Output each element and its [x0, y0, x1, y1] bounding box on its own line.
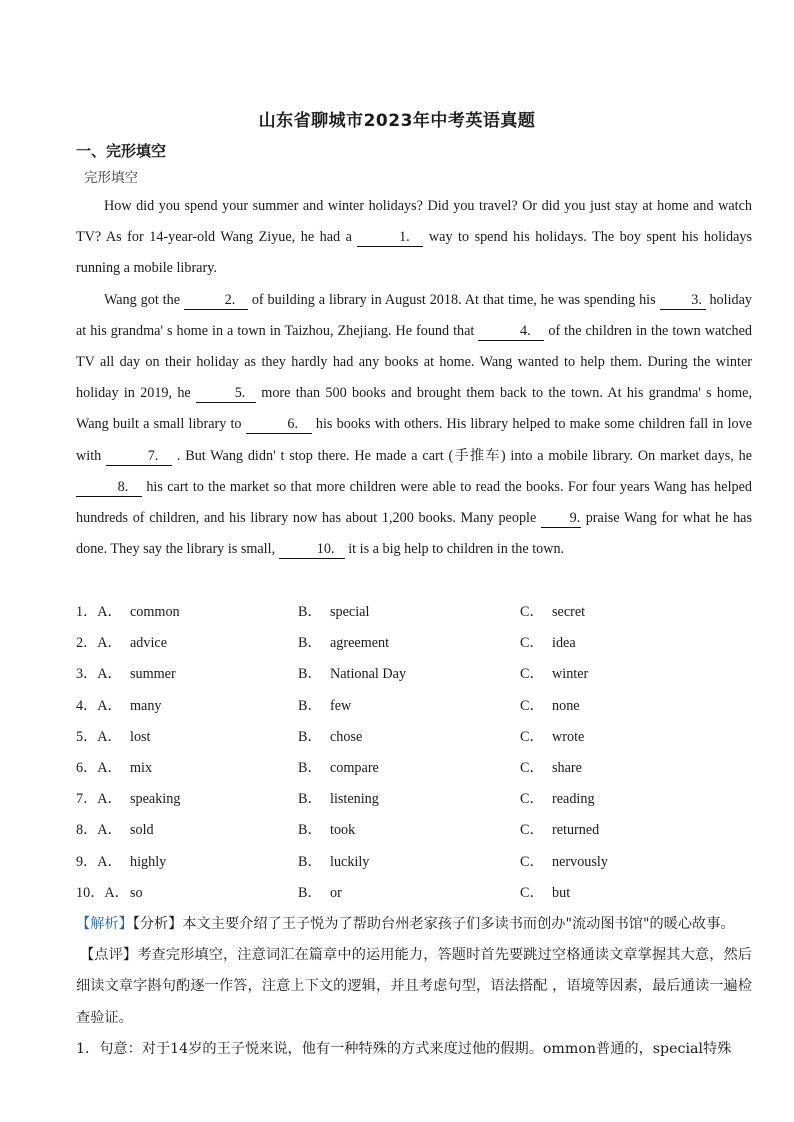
option-row: [76, 628, 752, 659]
blank-3: 3.: [660, 291, 706, 310]
blank-9: 9.: [541, 509, 581, 528]
option-row: [76, 597, 752, 628]
blank-5: 5.: [196, 384, 256, 403]
passage-text: more than 500 books and brought them back to the town. At his grandma' s home, Wang built a small library to: [76, 385, 752, 433]
passage-paragraph-2: [76, 285, 752, 566]
option-c: wrote: [552, 728, 585, 745]
blank-1: 1.: [357, 228, 423, 247]
option-b: compare: [330, 759, 379, 776]
option-b: National Day: [330, 666, 407, 683]
passage-text: his cart to the market so that more children were able to read the books. For four years Wang has helped hundreds of children, and his library now has about 1,200 books. Many people: [76, 478, 752, 527]
option-c-label: C．: [520, 791, 544, 808]
passage-text: it is a big help to children in the town.: [344, 541, 565, 558]
option-a: common: [130, 604, 180, 620]
option-a: highly: [130, 853, 167, 870]
option-c-label: C．: [520, 728, 544, 745]
option-b: took: [330, 822, 356, 839]
option-b: agreement: [330, 635, 390, 652]
comment-paragraph: 【点评】考查完形填空，注意词汇在篇章中的运用能力，答题时首先要跳过空格通读文章掌握其大意，然后细读文章字斟句酌逐一作答，注意上下文的逻辑，并且考虑句型，语法搭配 ，语境等因素，最后通读一遍检查验证。: [76, 947, 752, 1026]
blank-6: 6.: [246, 415, 312, 434]
passage-text: . But Wang didn' t stop there. He made a cart (手推车) into a mobile library. On market days, he: [172, 447, 752, 464]
option-a: mix: [130, 759, 153, 776]
option-a: so: [130, 884, 143, 901]
option-c-label: C．: [520, 759, 544, 776]
option-b-label: B．: [298, 791, 322, 808]
option-c: but: [552, 884, 571, 901]
option-number: 6．A．: [76, 759, 122, 776]
subsection-heading: 完形填空: [84, 170, 138, 186]
option-number: 9．A．: [76, 853, 122, 870]
option-a: sold: [130, 822, 154, 839]
option-number: 8．A．: [76, 822, 122, 839]
option-row: [76, 815, 752, 846]
option-row: [76, 753, 752, 784]
option-a: summer: [130, 666, 176, 683]
option-number: 2．A．: [76, 635, 122, 652]
option-b-label: B．: [298, 697, 322, 714]
blank-8: 8.: [76, 478, 142, 497]
passage-text: How did you spend your summer and winter holidays? Did you travel? Or did you just stay at home and watch TV? As for 14-year-old Wang Ziyue, he had a: [76, 198, 752, 246]
cloze-passage: [76, 191, 752, 565]
option-c: reading: [552, 791, 595, 808]
analysis-section: [76, 909, 752, 1065]
option-number: 4．A．: [76, 697, 122, 714]
blank-10: 10.: [279, 540, 345, 559]
blank-2: 2.: [184, 291, 248, 310]
passage-text: praise Wang for what he has done. They say the library is small,: [76, 510, 752, 558]
option-c-label: C．: [520, 697, 544, 714]
option-c: nervously: [552, 853, 608, 870]
option-c: returned: [552, 822, 600, 839]
option-b-label: B．: [298, 853, 322, 870]
passage-text: Wang got the: [104, 291, 184, 308]
option-c-label: C．: [520, 666, 544, 683]
option-number: 5．A．: [76, 728, 122, 745]
option-b-label: B．: [298, 666, 322, 683]
option-b-label: B．: [298, 604, 322, 620]
option-b-label: B．: [298, 728, 322, 745]
option-b-label: B．: [298, 635, 322, 652]
option-row: [76, 847, 752, 878]
option-b: special: [330, 604, 370, 620]
option-c: share: [552, 759, 582, 776]
option-number: 3．A．: [76, 666, 122, 683]
option-c: idea: [552, 635, 576, 652]
blank-4: 4.: [478, 322, 544, 341]
option-c-label: C．: [520, 822, 544, 839]
option-c-label: C．: [520, 604, 544, 620]
passage-text: his books with others. His library helped to make some children fall in love with: [76, 416, 753, 464]
option-row: [76, 784, 752, 815]
answer-explanation-1: 1．句意：对于14岁的王子悦来说，他有一种特殊的方式来度过他的假期。ommon普通的，special特殊: [76, 1040, 732, 1057]
option-b: few: [330, 697, 352, 714]
option-row: [76, 691, 752, 722]
option-b-label: B．: [298, 759, 322, 776]
option-number: 1．A．: [76, 604, 122, 620]
option-number: 10．A．: [76, 884, 129, 901]
options-list: [76, 597, 752, 909]
option-a: many: [130, 697, 162, 714]
analysis-tag: 【解析】: [76, 916, 133, 932]
option-row: [76, 878, 752, 909]
analysis-text: 【分析】本文主要介绍了王子悦为了帮助台州老家孩子们多读书而创办"流动图书馆"的暖心故事。: [132, 916, 735, 932]
section-heading: 一、完形填空: [76, 142, 167, 160]
passage-text: of the children in the town watched TV all day on their holiday as they hardly had any books at home. Wang wanted to help them. During the winter holiday in 2019, he: [76, 322, 752, 402]
option-c: secret: [552, 604, 586, 620]
option-c: winter: [552, 666, 589, 683]
option-b: luckily: [330, 853, 370, 870]
option-c-label: C．: [520, 853, 544, 870]
option-row: [76, 659, 752, 690]
option-row: [76, 722, 752, 753]
option-a: lost: [130, 728, 151, 745]
blank-7: 7.: [106, 447, 172, 466]
option-b: or: [330, 884, 342, 901]
option-c: none: [552, 697, 580, 714]
passage-text: way to spend his holidays. The boy spent his holidays running a mobile library.: [76, 229, 752, 277]
option-c-label: C．: [520, 635, 544, 652]
page-title: 山东省聊城市2023年中考英语真题: [258, 111, 536, 131]
option-a: speaking: [130, 791, 181, 808]
option-b: listening: [330, 791, 379, 808]
passage-paragraph-1: [76, 191, 752, 285]
passage-text: of building a library in August 2018. At that time, he was spending his: [247, 291, 660, 308]
option-c-label: C．: [520, 884, 544, 901]
option-a: advice: [130, 635, 168, 652]
analysis-line-1: [76, 909, 752, 940]
option-b: chose: [330, 728, 363, 745]
passage-text: holiday at his grandma' s home in a town in Taizhou, Zhejiang. He found that: [76, 291, 753, 339]
option-b-label: B．: [298, 822, 322, 839]
option-b-label: B．: [298, 884, 322, 901]
option-number: 7．A．: [76, 791, 122, 808]
